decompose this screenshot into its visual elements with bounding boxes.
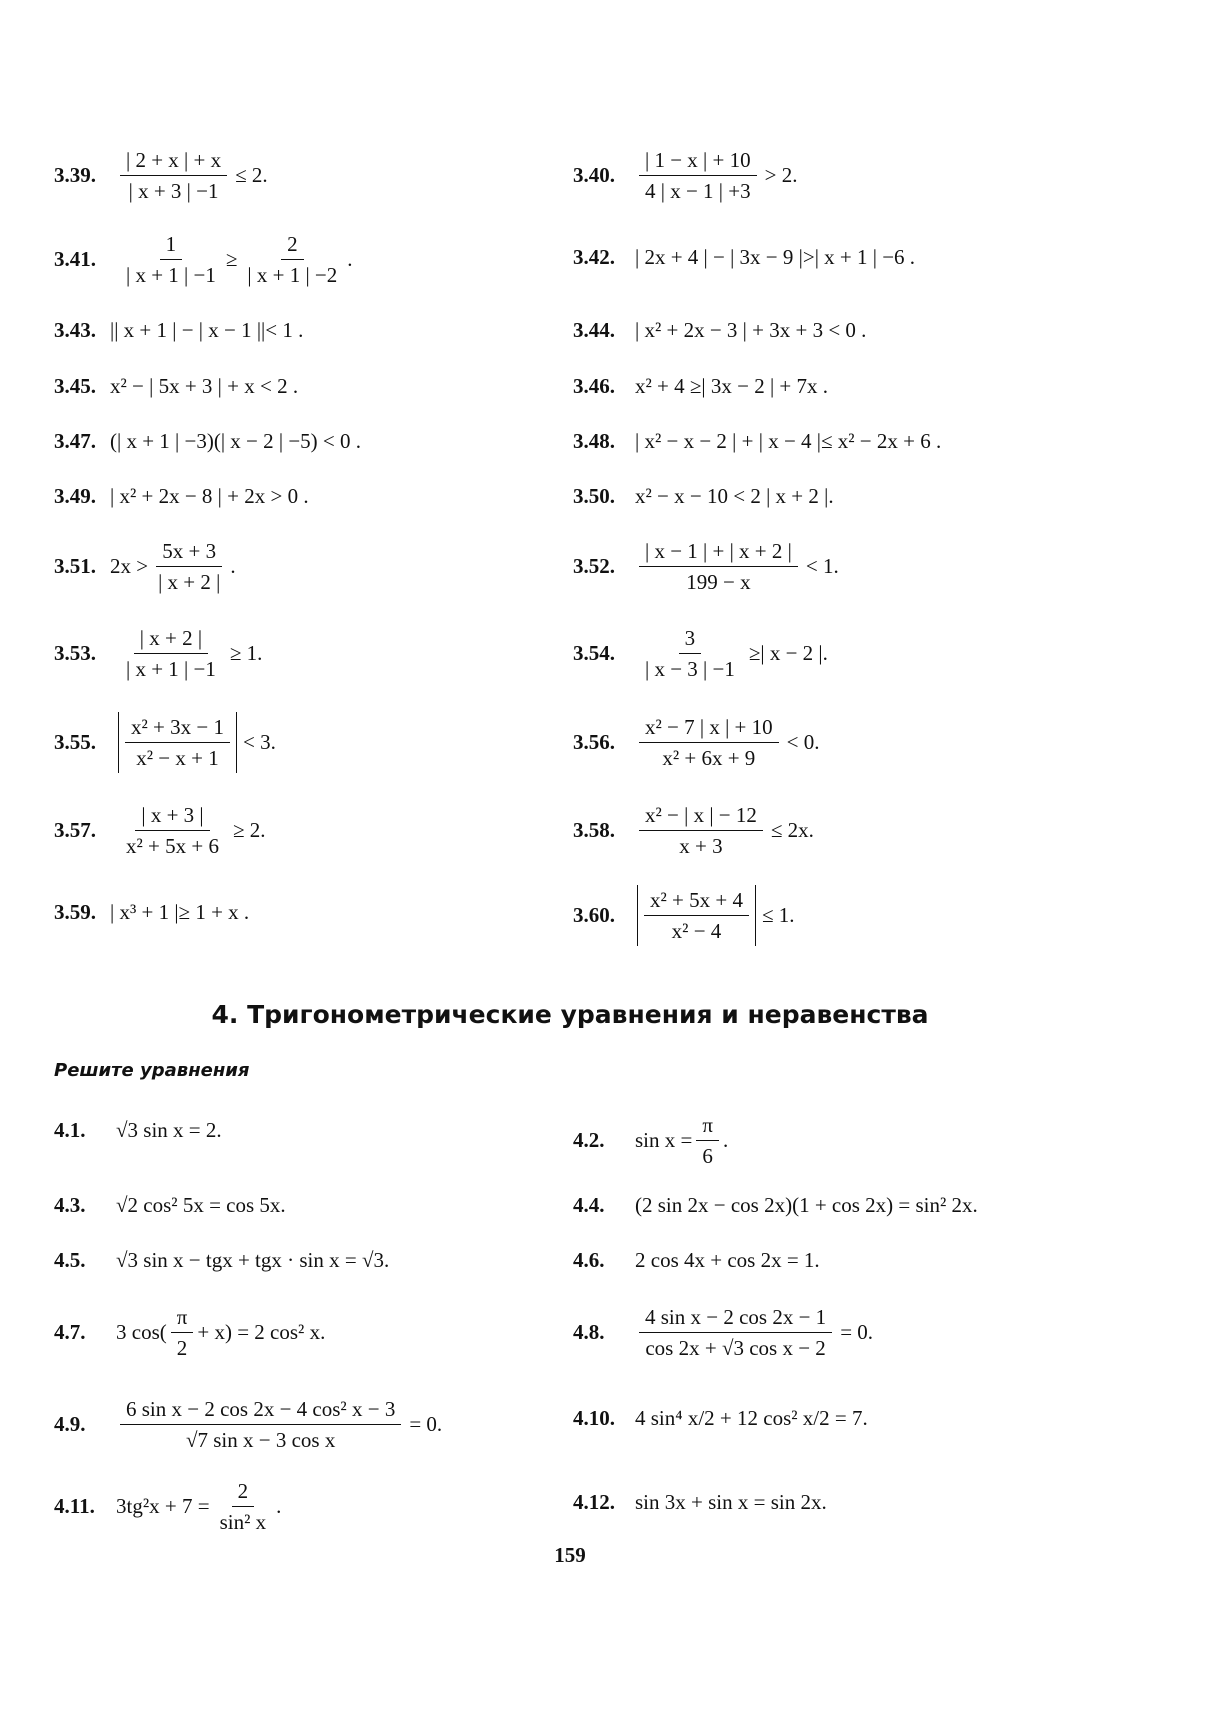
problem-3-43: 3.43. || x + 1 | − | x − 1 ||< 1 . (54, 318, 304, 342)
section-title: 4. Тригонометрические уравнения и неравенства (211, 1000, 929, 1029)
problem-3-44: 3.44. | x² + 2x − 3 | + 3x + 3 < 0 . (573, 318, 867, 342)
problem-3-60: 3.60. $\frac{\text{x² + 5x + 4}}{\text{x² − 4}}$ ≤ 1. (573, 885, 795, 946)
problem-3-56: 3.56. $\frac{\text{x² − 7 | x | + 10}}{\text{x² + 6x + 9}}$ < 0. (573, 712, 819, 773)
problem-4-9: 4.9. $\frac{\text{6 sin x − 2 cos 2x − 4 cos² x − 3}}{\text{√7 sin x − 3 cos x}}$ = 0. (54, 1394, 442, 1455)
problem-4-7: 4.7. 3 cos( $\frac{\pi}{2}$ + x) = 2 cos² x. (54, 1302, 325, 1363)
problem-3-57: 3.57. $\frac{| x + 3 |}{\text{x² + 5x + 6}}$ ≥ 2. (54, 800, 266, 861)
problem-3-58: 3.58. $\frac{\text{x² − | x | − 12}}{x + 3}$ ≤ 2x. (573, 800, 814, 861)
problem-3-51: 3.51. 2x > $\frac{5x + 3}{| x + 2 |}$ . (54, 536, 236, 597)
problem-3-42: 3.42. | 2x + 4 | − | 3x − 9 |>| x + 1 | −6 . (573, 245, 916, 269)
page-number: 159 (554, 1543, 586, 1567)
problem-4-2: 4.2. sin x = $\frac{\pi}{6}$ . (573, 1110, 728, 1171)
problem-3-46: 3.46. x² + 4 ≥| 3x − 2 | + 7x . (573, 374, 829, 398)
problem-3-50: 3.50. x² − x − 10 < 2 | x + 2 |. (573, 484, 834, 508)
problem-3-45: 3.45. x² − | 5x + 3 | + x < 2 . (54, 374, 299, 398)
problem-4-6: 4.6. 2 cos 4x + cos 2x = 1. (573, 1248, 820, 1272)
problem-3-54: 3.54. $\frac{3}{| x - 3 | -1}$ ≥| x − 2 |. (573, 623, 828, 684)
instruction: Решите уравнения (54, 1060, 250, 1081)
problem-3-59: 3.59. | x³ + 1 |≥ 1 + x . (54, 900, 250, 924)
problem-4-5: 4.5. √3 sin x − tgx + tgx · sin x = √3. (54, 1248, 390, 1272)
problem-3-52: 3.52. $\frac{| x - 1 | + | x + 2 |}{199 - x}$ < 1. (573, 536, 839, 597)
problem-4-12: 4.12. sin 3x + sin x = sin 2x. (573, 1490, 827, 1514)
problem-4-4: 4.4. (2 sin 2x − cos 2x)(1 + cos 2x) = sin² 2x. (573, 1193, 978, 1217)
problem-3-41: 3.41. $\frac{1}{| x + 1 | -1}$ ≥ $\frac{2}{| x + 1 | -2}$ . (54, 229, 353, 290)
problem-3-48: 3.48. | x² − x − 2 | + | x − 4 |≤ x² − 2x + 6 . (573, 429, 942, 453)
problem-3-40: 3.40. $\frac{| 1 - x | + 10}{4 | x - 1 | +3}$ > 2. (573, 145, 797, 206)
problem-4-10: 4.10. 4 sin⁴ x/2 + 12 cos² x/2 = 7. (573, 1406, 868, 1430)
problem-3-47: 3.47. (| x + 1 | −3)(| x − 2 | −5) < 0 . (54, 429, 362, 453)
problem-3-53: 3.53. $\frac{| x + 2 |}{| x + 1 | -1}$ ≥ 1. (54, 623, 262, 684)
problem-3-49: 3.49. | x² + 2x − 8 | + 2x > 0 . (54, 484, 309, 508)
problem-4-8: 4.8. $\frac{\text{4 sin x − 2 cos 2x − 1}}{\text{cos 2x + √3 cos x − 2}}$ = 0. (573, 1302, 873, 1363)
problem-3-39: 3.39. $\frac{| 2 + x | + x}{| x + 3 | -1}$ ≤ 2. (54, 145, 268, 206)
problem-4-11: 4.11. 3tg²x + 7 = $\frac{2}{\text{sin² x}}$ . (54, 1476, 281, 1537)
problem-3-55: 3.55. $\frac{\text{x² + 3x − 1}}{\text{x² − x + 1}}$ < 3. (54, 712, 276, 773)
problem-4-1: 4.1. √3 sin x = 2. (54, 1118, 222, 1142)
problem-4-3: 4.3. √2 cos² 5x = cos 5x. (54, 1193, 286, 1217)
